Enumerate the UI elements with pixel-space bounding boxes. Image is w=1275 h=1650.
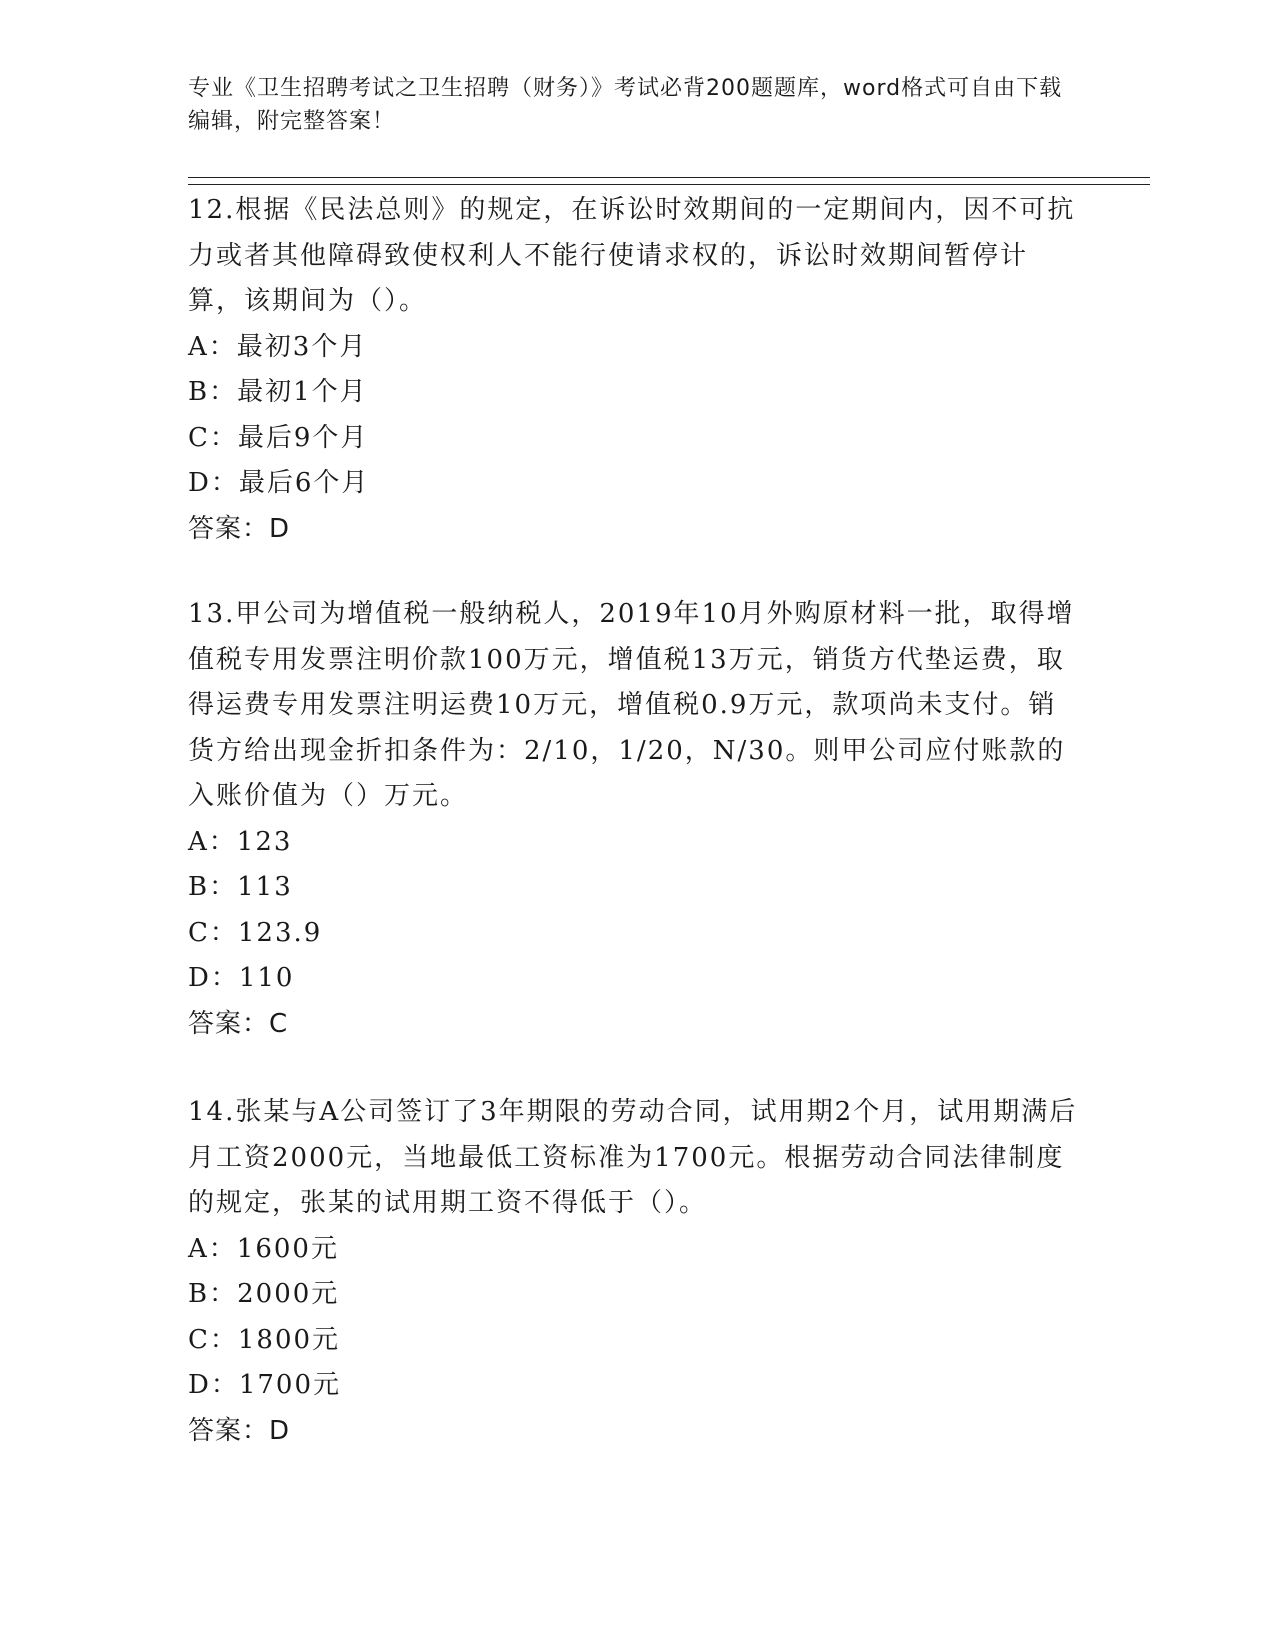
answer-label: 答案：D [188,513,291,544]
header-divider-top [188,177,1150,178]
option-b: B：113 [188,872,293,902]
header-intro-text: 专业《卫生招聘考试之卫生招聘（财务）》考试必背200题题库，word格式可自由下载编辑，附完整答案！ [188,76,1063,134]
option-a: A：1600元 [188,1233,339,1264]
header-divider-bottom [188,184,1150,185]
option-d: D：110 [188,963,295,993]
option-c: C：1800元 [188,1324,341,1355]
option-a: A：123 [188,826,293,857]
option-b: B：2000元 [188,1279,340,1309]
answer-label: 答案：C [188,1008,289,1039]
option-c: C：最后9个月 [188,422,369,453]
question-text: 12.根据《民法总则》的规定，在诉讼时效期间的一定期间内，因不可抗力或者其他障碍致使权利人不能行使请求权的，诉讼时效期间暂停计算，该期间为（）。 [188,195,1076,316]
question-text: 13.甲公司为增值税一般纳税人，2019年10月外购原材料一批，取得增值税专用发票注明价款100万元，增值税13万元，销货方代垫运费，取得运费专用发票注明运费10万元，增值税0.9万元，款项尚未支付。销货方给出现金折扣条件为：2/10，1/20，N/30。则甲公司应付账款的入账价值为（）万元。 [188,599,1075,811]
option-b: B：最初1个月 [188,377,368,407]
option-d: D：1700元 [188,1370,342,1400]
document-header [188,72,1068,138]
option-c: C：123.9 [188,917,323,948]
question-text: 14.张某与A公司签订了3年期限的劳动合同，试用期2个月，试用期满后月工资2000元，当地最低工资标准为1700元。根据劳动合同法律制度的规定，张某的试用期工资不得低于（）。 [188,1097,1078,1218]
question-12 [188,188,1078,552]
question-13 [188,592,1078,1047]
question-14 [188,1090,1078,1454]
option-a: A：最初3个月 [188,331,368,362]
option-d: D：最后6个月 [188,468,370,498]
answer-label: 答案：D [188,1415,291,1446]
